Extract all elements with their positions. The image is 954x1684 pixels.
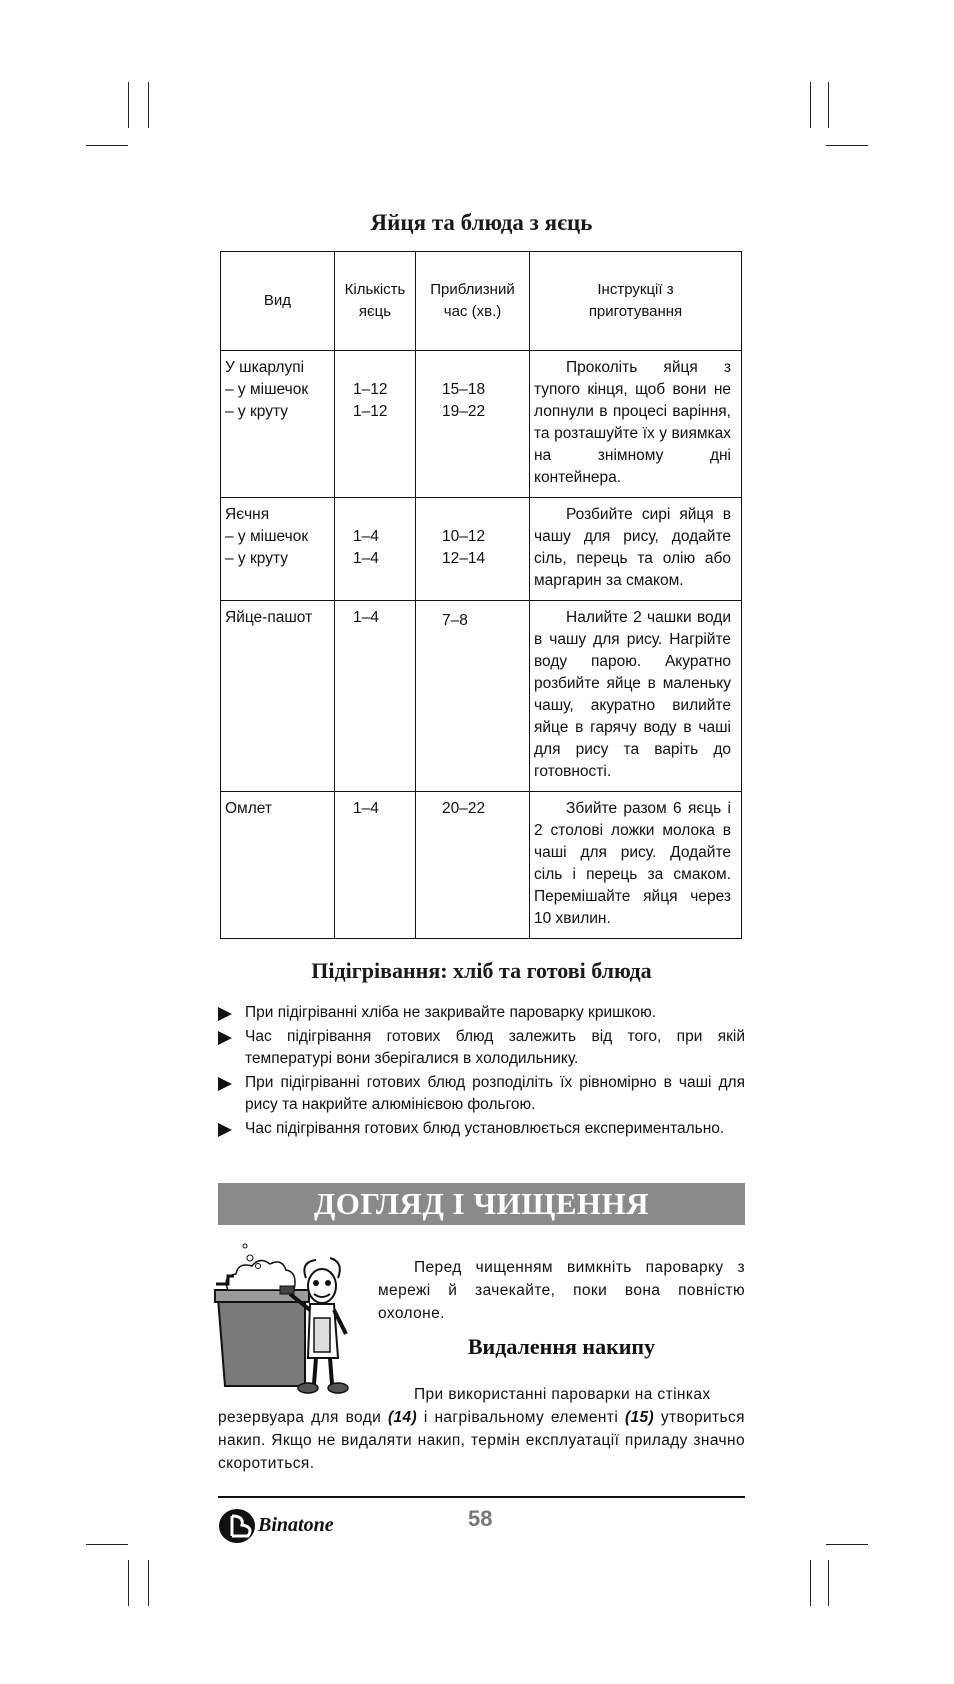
list-item [218,1026,745,1071]
cell-instructions [530,792,742,939]
cell-instructions [530,601,742,792]
cell-instructions [530,351,742,498]
header-kind: Вид [221,252,335,351]
list-item-text: При підігріванні хліба не закривайте пароварку кришкою. [245,1004,657,1021]
cell-kind: Яєчня – у мішечок – у круту [221,498,335,601]
page-number: 58 [468,1506,493,1531]
brand-logo [218,1508,358,1544]
bullet-arrow-icon [218,1031,232,1045]
crop-mark [86,145,128,146]
eggs-table [220,251,742,939]
table-header-row [221,252,742,351]
part-reference-15: (15) [624,1409,655,1426]
crop-mark [148,1560,149,1606]
quantity-values: 1–4 1–4 [353,528,379,567]
part-reference-14: (14) [387,1409,418,1426]
cell-time [416,351,530,498]
cell-time [416,601,530,792]
quantity-values: 1–12 1–12 [353,381,388,420]
cell-kind: Омлет [221,792,335,939]
crop-mark [810,82,811,128]
list-item [218,1072,745,1117]
descaling-title: Видалення накипу [467,1334,656,1359]
descaling-text-part: резервуара для води [218,1409,388,1426]
table-row [221,601,742,792]
descaling-text-part: утвориться накип. Якщо не видаляти накип, термін експлуатації приладу значно скоротиться. [218,1409,745,1472]
bullet-arrow-icon [218,1077,232,1091]
cell-kind: Яйце-пашот [221,601,335,792]
bullet-arrow-icon [218,1123,232,1137]
cell-kind: У шкарлупі – у мішечок – у круту [221,351,335,498]
crop-mark [828,1560,829,1606]
table-row [221,498,742,601]
crop-mark [128,1560,129,1606]
cleaning-cartoon-illustration [210,1238,360,1398]
care-intro-content: Перед чищенням вимкніть пароварку з мережі й зачекайте, поки вона повністю охолоне. [378,1259,745,1322]
instructions-text: Проколіть яйця з тупого кінця, щоб вони не лопнули в процесі варіння, та розташуйте їх у виямках на знімному дні контейнера. [534,359,731,486]
cell-instructions [530,498,742,601]
crop-mark [826,145,868,146]
time-values: 7–8 [442,612,468,629]
footer-divider [218,1496,745,1498]
descaling-text [218,1406,745,1475]
table-row [221,351,742,498]
list-item-text: Час підігрівання готових блюд установлюється експериментально. [245,1119,725,1137]
reheat-title: Підігрівання: хліб та готові блюда [311,958,652,983]
cell-quantity [335,498,416,601]
crop-mark [148,82,149,128]
header-instructions: Інструкції з приготування [530,252,742,351]
list-item-text: При підігріванні готових блюд розподіліть їх рівномірно в чаші для рису та накрийте алюмінієвою фольгою. [245,1073,745,1113]
binatone-logo-icon [218,1508,256,1544]
instructions-text: Збийте разом 6 яєць і 2 столові ложки молока в чаші для рису. Додайте сіль і перець за смаком. Перемішайте яйця через 10 хвилин. [534,800,731,927]
reheat-list [218,1002,745,1141]
cell-quantity [335,351,416,498]
cell-time: 20–22 [416,792,530,939]
instructions-text: Налийте 2 чашки води в чашу для рису. Нагрійте воду парою. Акуратно розбийте яйце в маленьку чашу, акуратно вилийте яйце в гарячу воду в чаші для рису та варіть до готовності. [534,609,731,780]
list-item [218,1118,745,1141]
time-values: 15–18 19–22 [442,381,486,420]
cell-quantity: 1–4 [335,792,416,939]
crop-mark [826,1544,868,1545]
descaling-text-part: і нагрівальному елементі [417,1409,625,1426]
care-banner: ДОГЛЯД І ЧИЩЕННЯ [218,1183,745,1225]
time-values: 10–12 12–14 [442,528,486,567]
header-time: Приблизний час (хв.) [416,252,530,351]
crop-mark [810,1560,811,1606]
brand-name: Binatone [258,1514,334,1536]
list-item [218,1002,745,1025]
table-title: Яйця та блюда з яєць [370,210,593,235]
crop-mark [828,82,829,128]
bullet-arrow-icon [218,1007,232,1021]
cell-time [416,498,530,601]
crop-mark [86,1544,128,1545]
descaling-text-line1: При використанні пароварки на стінках [414,1386,711,1403]
table-row [221,792,742,939]
care-intro-text [378,1256,745,1325]
instructions-text: Розбийте сирі яйця в чашу для рису, додайте сіль, перець та олію або маргарин за смаком. [534,506,731,589]
cell-quantity: 1–4 [335,601,416,792]
list-item-text: Час підігрівання готових блюд залежить від того, при якій температурі вони зберігалися в холодильнику. [245,1027,745,1067]
header-quantity: Кількість яєць [335,252,416,351]
crop-mark [128,82,129,128]
